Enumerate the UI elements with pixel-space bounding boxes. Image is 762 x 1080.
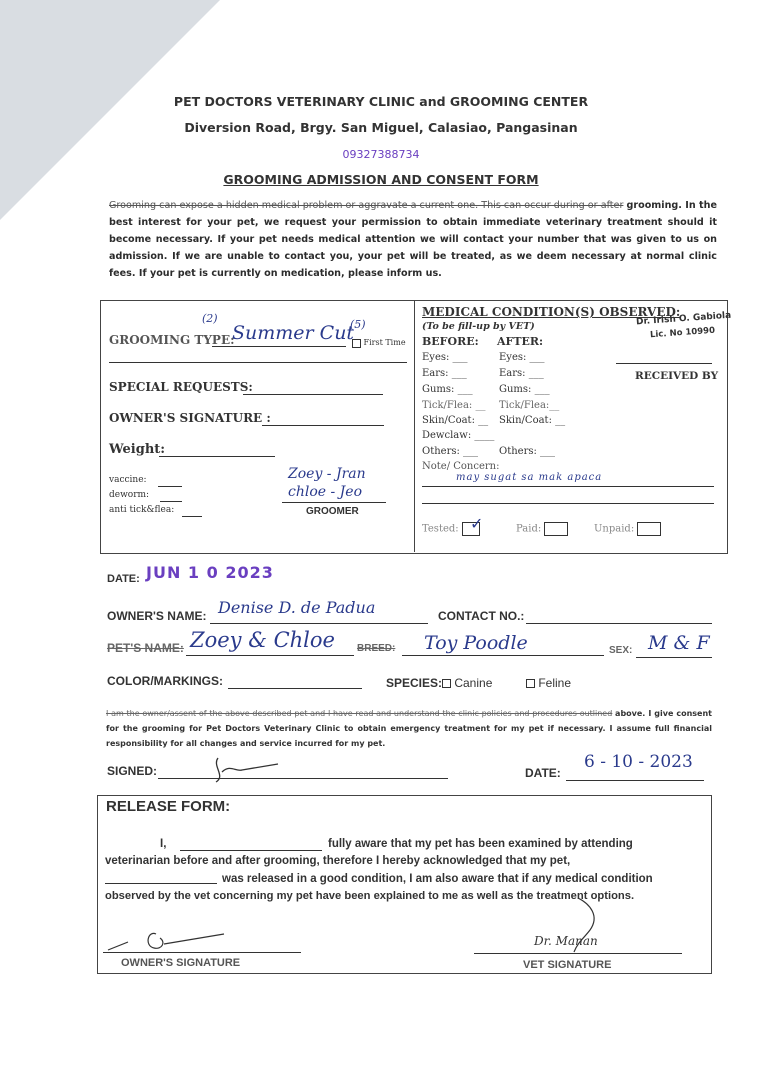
owner-signature-label: OWNER'S SIGNATURE : [109, 411, 271, 425]
vet-sig-line[interactable] [474, 953, 682, 954]
tested-checkmark: ✓ [470, 514, 484, 533]
signed-line[interactable] [158, 778, 448, 779]
clinic-phone: 09327388734 [342, 148, 420, 161]
first-time-label: First Time [363, 338, 406, 347]
vet-stamp-license: Lic. No 10990 [649, 325, 716, 341]
before-label: BEFORE: [422, 335, 479, 348]
species-canine-option[interactable] [442, 676, 492, 690]
received-by-label: RECEIVED BY [635, 370, 719, 382]
groomer-name-1: Zoey - Jran [288, 466, 366, 482]
eyes-after: Eyes: ___ [499, 352, 545, 363]
release-i-label: I, [160, 838, 167, 850]
after-label: AFTER: [497, 335, 544, 348]
groomer-name-2: chloe - Jeo [288, 484, 363, 500]
unpaid-label: Unpaid: [594, 523, 635, 535]
tick-before: Tick/Flea: __ [422, 400, 486, 411]
release-pet-line[interactable] [105, 883, 217, 884]
owner-sig-label: OWNER'S SIGNATURE [121, 957, 241, 969]
color-line[interactable] [228, 688, 362, 689]
release-text-3: was released in a good condition, I am also aware that if any medical condition [222, 873, 653, 885]
paid-label: Paid: [516, 523, 542, 535]
signed-label: SIGNED: [107, 764, 158, 778]
ears-before: Ears: ___ [422, 368, 467, 379]
gums-after: Gums: ___ [499, 384, 550, 395]
grooming-type-label: GROOMING TYPE: [109, 333, 235, 347]
received-by-line[interactable] [616, 363, 712, 364]
first-time-box[interactable] [352, 339, 361, 348]
canine-checkbox[interactable] [442, 679, 451, 688]
ears-after: Ears: ___ [499, 368, 544, 379]
eyes-before: Eyes: ___ [422, 352, 468, 363]
signed-date-line[interactable] [566, 780, 704, 781]
release-owner-signature-mark [104, 920, 284, 956]
anti-tick-line[interactable] [182, 516, 202, 517]
clinic-name: PET DOCTORS VETERINARY CLINIC and GROOMING CENTER [173, 94, 589, 109]
color-label: COLOR/MARKINGS: [107, 674, 223, 688]
paid-checkbox[interactable] [544, 522, 568, 536]
date-stamp: JUN 1 0 2023 [146, 563, 274, 582]
release-name-line[interactable] [180, 850, 322, 851]
groomer-label: GROOMER [306, 506, 359, 517]
species-feline-option[interactable] [526, 676, 571, 690]
canine-label: Canine [454, 676, 493, 690]
note-value: may sugat sa mak apaca [456, 472, 603, 483]
intro-body-text: grooming. In the best interest for your pet, we request your permission to obtain immediate veterinary treatment should it become necessary. If your pet needs medical attention we will contact your number that was given to us on admission. If we are unable to contact you, your pet will be treated, as we deem necessary at normal clinic fees. If your pet is currently on medication, please inform us. [109, 200, 717, 279]
vet-sig-label: VET SIGNATURE [523, 959, 612, 971]
vet-sig-value: Dr. Manan [534, 934, 598, 948]
note-line-1 [422, 486, 714, 487]
vaccine-line[interactable] [158, 486, 182, 487]
consent-paragraph [106, 706, 712, 751]
vaccine-label: vaccine: [109, 475, 147, 485]
unpaid-checkbox[interactable] [637, 522, 661, 536]
pet-name-label: PET'S NAME: [107, 641, 184, 655]
contact-line[interactable] [526, 623, 712, 624]
first-time-checkbox[interactable] [352, 338, 406, 348]
breed-label: BREED: [357, 643, 396, 654]
consent-body-text: above. I give consent for the grooming for Pet Doctors Veterinary Clinic to obtain emergency treatment for my pet if necessary. I assume full financial responsibility for all changes and service incurred for my pet. [106, 709, 712, 748]
tested-label: Tested: [422, 523, 459, 535]
skin-before: Skin/Coat: __ [422, 415, 489, 426]
feline-checkbox[interactable] [526, 679, 535, 688]
date-label: DATE: [107, 573, 140, 585]
owner-sig-line[interactable] [103, 952, 301, 953]
others-after: Others: ___ [499, 446, 556, 457]
paid-field[interactable] [516, 522, 568, 536]
release-text-1: fully aware that my pet has been examined by attending [328, 838, 633, 850]
grooming-type-value[interactable]: Summer Cut [232, 322, 355, 344]
sex-line[interactable] [636, 657, 712, 658]
others-before: Others: ___ [422, 446, 479, 457]
grooming-extra-line [109, 362, 407, 363]
unpaid-field[interactable] [594, 522, 661, 536]
grooming-count-right: (5) [350, 318, 366, 331]
weight-label: Weight: [109, 442, 166, 457]
feline-label: Feline [538, 676, 572, 690]
intro-paragraph [109, 197, 717, 282]
weight-line[interactable] [159, 456, 275, 457]
intro-struck-text: Grooming can expose a hidden medical problem or aggravate a current one. This can occur during or after [109, 200, 624, 211]
sex-value[interactable]: M & F [648, 632, 710, 654]
owner-name-label: OWNER'S NAME: [107, 609, 207, 623]
tick-after: Tick/Flea:__ [499, 400, 560, 411]
gums-before: Gums: ___ [422, 384, 473, 395]
vet-stamp-name: Dr. Irish O. Gabiola [635, 310, 732, 328]
owner-signature-line[interactable] [262, 425, 384, 426]
deworm-label: deworm: [109, 490, 150, 500]
owner-name-value[interactable]: Denise D. de Padua [218, 598, 376, 617]
grooming-count-left: (2) [202, 312, 218, 325]
release-text-2: veterinarian before and after grooming, therefore I hereby acknowledged that my pet, [105, 855, 571, 867]
pet-name-line[interactable] [186, 655, 354, 656]
release-title: RELEASE FORM: [106, 798, 231, 815]
anti-tick-label: anti tick&flea: [109, 505, 175, 515]
dewclaw-field: Dewclaw: ____ [422, 430, 495, 441]
special-requests-label: SPECIAL REQUESTS: [109, 380, 253, 394]
grooming-type-line [212, 346, 346, 347]
owner-signature-mark [208, 752, 288, 788]
admission-box-divider [414, 300, 415, 552]
contact-label: CONTACT NO.: [438, 609, 525, 623]
release-text-4: observed by the vet concerning my pet have been explained to me as well as the treatment options. [105, 890, 635, 902]
note-line-2 [422, 503, 714, 504]
deworm-line[interactable] [160, 501, 182, 502]
breed-value[interactable]: Toy Poodle [424, 632, 528, 654]
medical-title: MEDICAL CONDITION(S) OBSERVED: [422, 305, 681, 319]
form-title: GROOMING ADMISSION AND CONSENT FORM [223, 172, 539, 187]
clinic-address: Diversion Road, Brgy. San Miguel, Calasiao, Pangasinan [184, 120, 578, 135]
signed-date-label: DATE: [525, 766, 561, 780]
special-requests-line[interactable] [243, 394, 383, 395]
paper-fold-corner [0, 0, 220, 220]
skin-after: Skin/Coat: __ [499, 415, 566, 426]
owner-name-line[interactable] [210, 623, 428, 624]
groomer-line [282, 502, 386, 503]
medical-subtitle: (To be fill-up by VET) [422, 321, 535, 332]
sex-label: SEX: [609, 645, 633, 656]
pet-name-value[interactable]: Zoey & Chloe [190, 628, 335, 652]
note-label: Note/ Concern: [422, 461, 500, 472]
consent-struck-text: I am the owner/assent of the above described pet and I have read and understand the clinic policies and procedures outlined [106, 709, 613, 718]
breed-line[interactable] [402, 655, 604, 656]
signed-date-value[interactable]: 6 - 10 - 2023 [584, 752, 693, 772]
species-label: SPECIES: [386, 676, 443, 690]
